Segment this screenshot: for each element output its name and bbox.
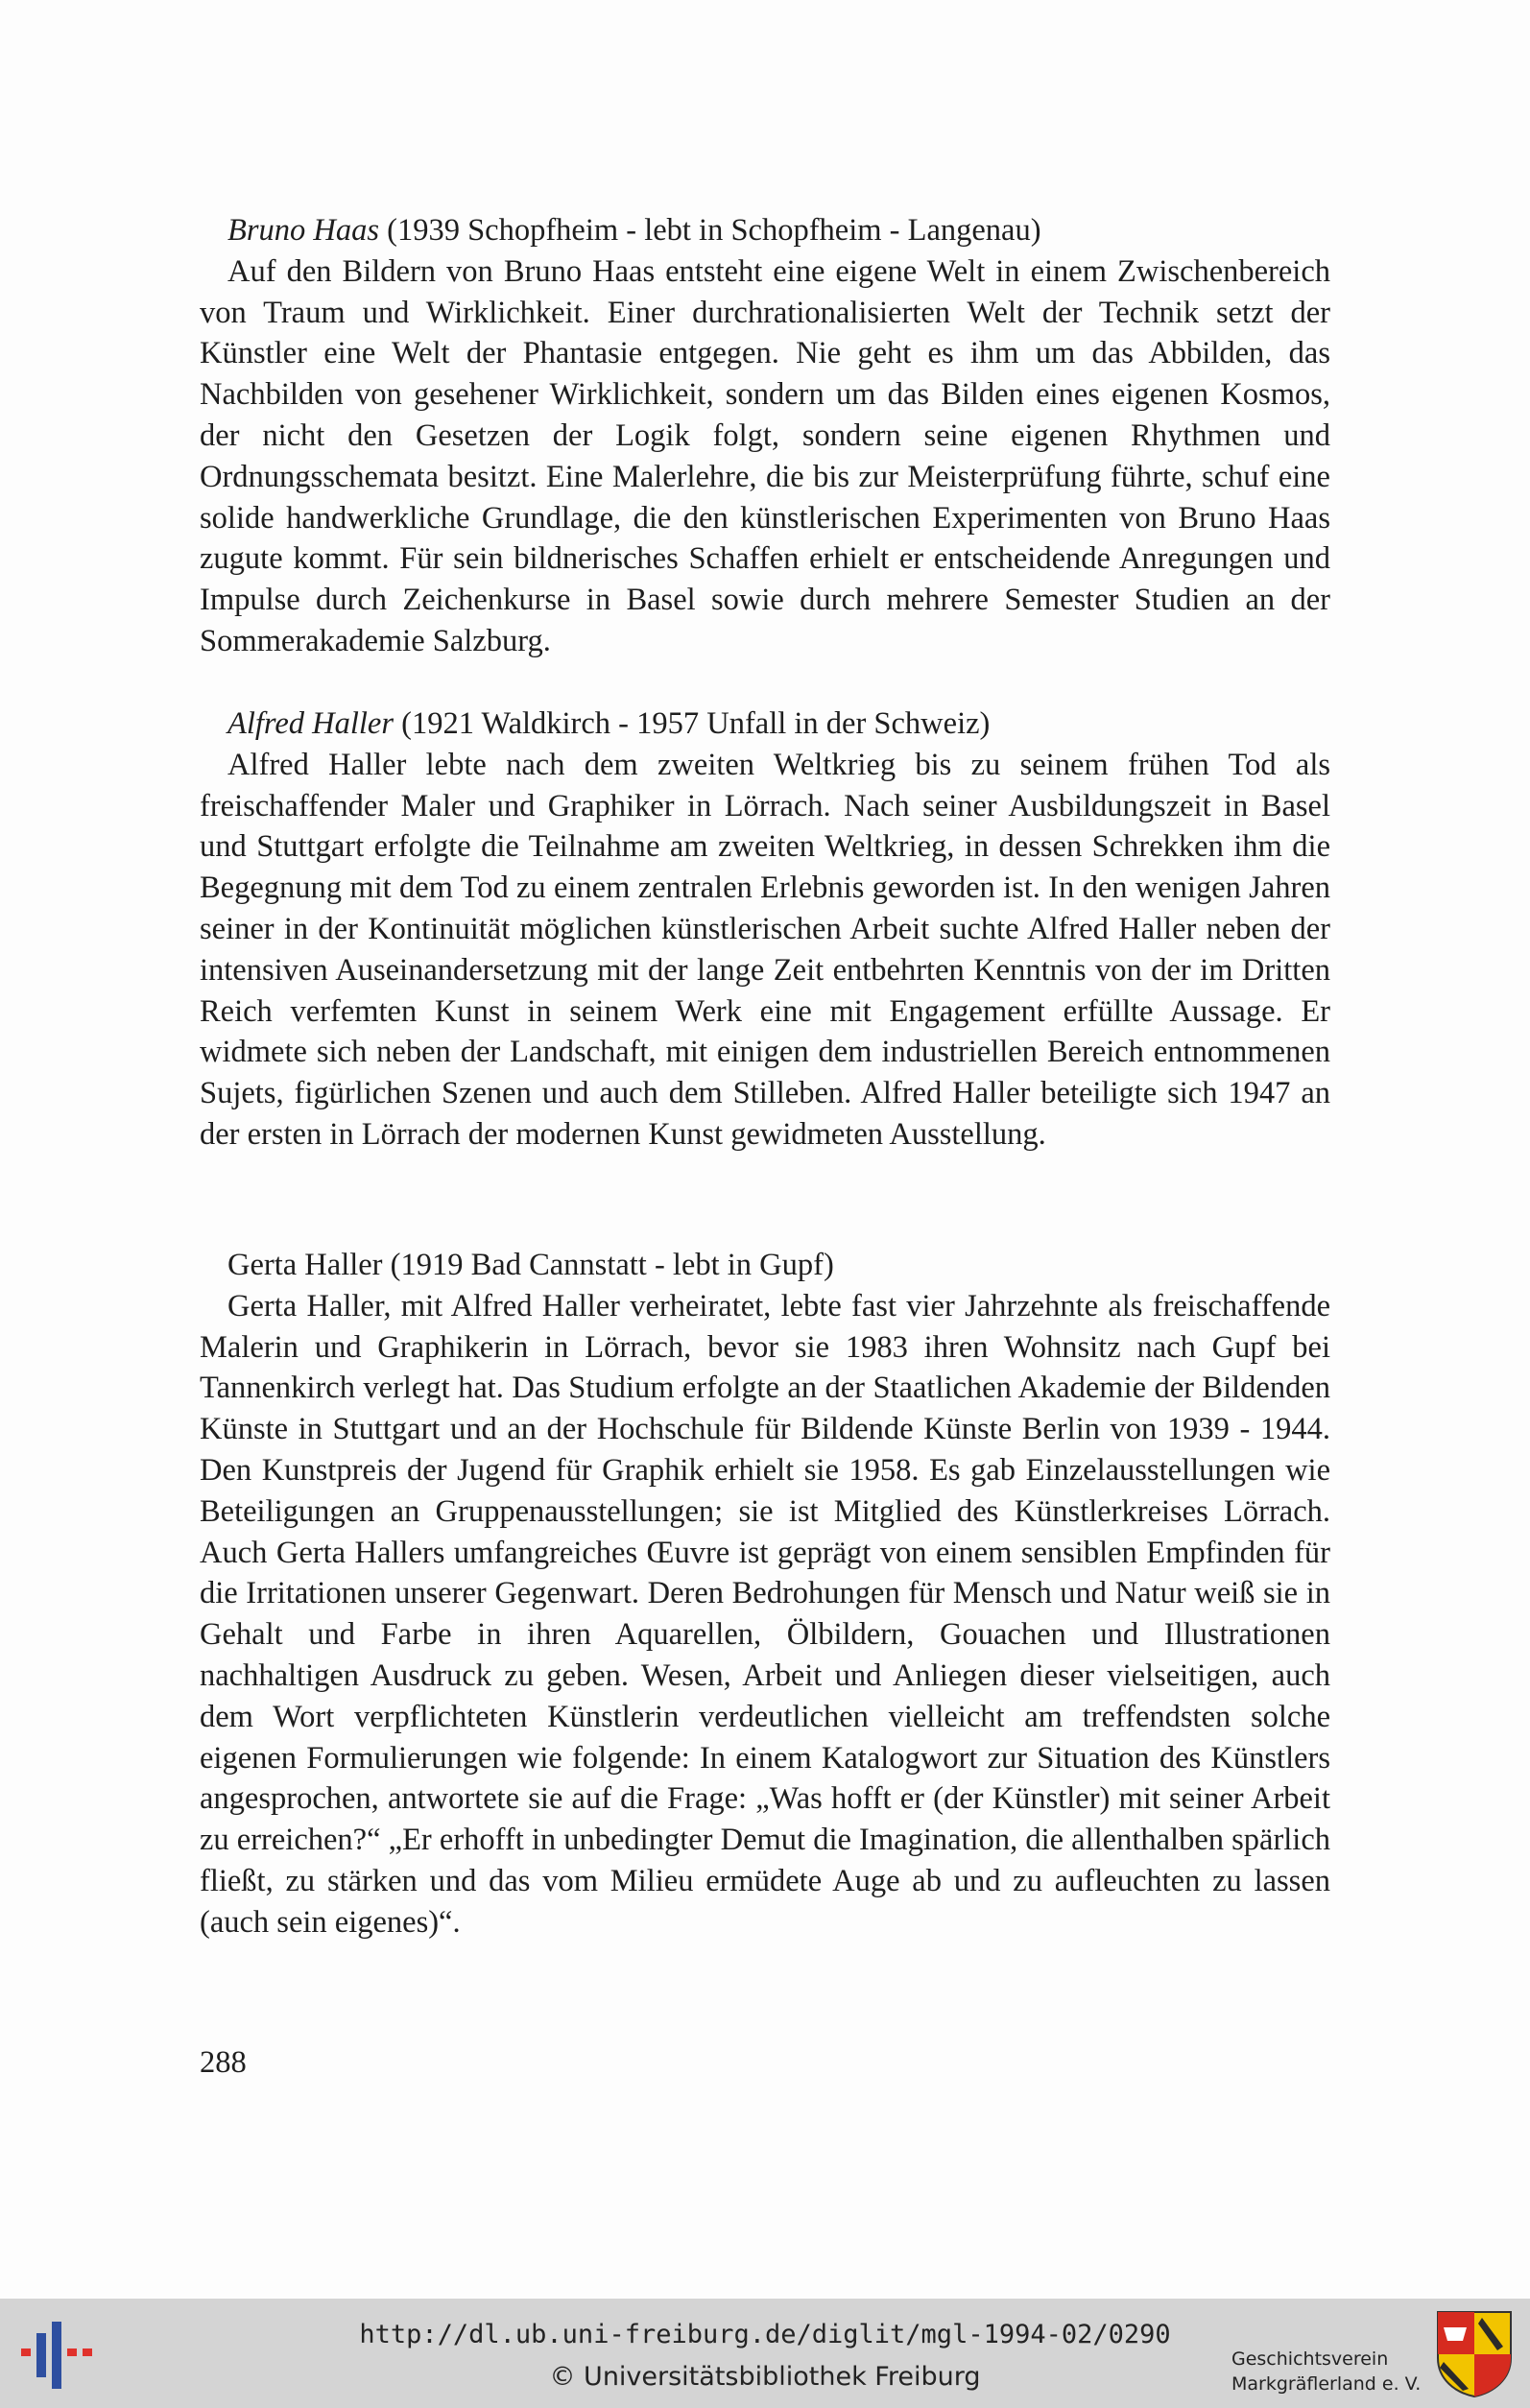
coat-of-arms-icon: [1434, 2308, 1515, 2398]
artist-name: Bruno Haas: [227, 213, 379, 248]
artist-section-gerta-haller: [200, 1245, 1330, 1943]
artist-name: Alfred Haller: [227, 706, 394, 741]
society-name: [1231, 2347, 1421, 2396]
page-number: 288: [200, 2045, 247, 2080]
artist-heading: [200, 703, 1330, 745]
society-name-line: Markgräflerland e. V.: [1231, 2373, 1422, 2395]
document-url-link[interactable]: http://dl.ub.uni-freiburg.de/diglit/mgl-1994-02/0290: [359, 2320, 1171, 2349]
artist-biography: Auf den Bildern von Bruno Haas entsteht eine eigene Welt in einem Zwischenbereich von Traum und Wirklichkeit. Einer durchrationalisierten Welt der Technik setzt der Künstler eine Welt der Phantasie entgegen. Nie geht es ihm um das Abbilden, das Nachbilden von gesehener Wirklichkeit, sondern um das Bilden eines eigenen Kosmos, der nicht den Gesetzen der Logik folgt, sondern seine eigenen Rhythmen und Ordnungsschemata besitzt. Eine Malerlehre, die bis zur Meisterprüfung führte, schuf eine solide handwerkliche Grundlage, die den künstlerischen Experimenten von Bruno Haas zugute kommt. Für sein bildnerisches Schaffen erhielt er entscheidende Anregungen und Impulse durch Zeichenkurse in Basel sowie durch mehrere Semester Studien an der Sommerakademie Salzburg.: [200, 253, 1330, 658]
copyright-notice: © Universitätsbibliothek Freiburg: [549, 2362, 981, 2392]
society-name-line: Geschichtsverein: [1231, 2348, 1389, 2370]
artist-heading: [200, 1245, 1330, 1286]
artist-section-bruno-haas: [200, 210, 1330, 662]
artist-biography: Alfred Haller lebte nach dem zweiten Weltkrieg bis zu seinem frühen Tod als freischaffender Maler und Graphiker in Lörrach. Nach seiner Ausbildungszeit in Basel und Stuttgart erfolgte die Teilnahme am zweiten Weltkrieg, in dessen Schrekken ihm die Begegnung mit dem Tod zu einem zentralen Erlebnis geworden ist. In den wenigen Jahren seiner in der Kontinuität möglichen künstlerischen Arbeit suchte Alfred Haller neben der intensiven Auseinandersetzung mit der lange Zeit entbehrten Kenntnis von der im Dritten Reich verfemten Kunst in seinem Werk eine mit Engagement erfüllte Aussage. Er widmete sich neben der Landschaft, mit einigen dem industriellen Bereich entnommenen Sujets, figürlichen Szenen und auch dem Stilleben. Alfred Haller beteiligte sich 1947 an der ersten in Lörrach der modernen Kunst gewidmeten Ausstellung.: [200, 747, 1330, 1152]
artist-heading: [200, 210, 1330, 251]
artist-dates: (1921 Waldkirch - 1957 Unfall in der Schweiz): [394, 706, 991, 741]
artist-section-alfred-haller: [200, 703, 1330, 1156]
artist-dates: (1919 Bad Cannstatt - lebt in Gupf): [382, 1248, 834, 1282]
footer-bar: [0, 2299, 1530, 2408]
artist-name: Gerta Haller: [227, 1248, 383, 1282]
artist-biography: Gerta Haller, mit Alfred Haller verheiratet, lebte fast vier Jahrzehnte als freischaffende Malerin und Graphikerin in Lörrach, bevor sie 1983 ihren Wohnsitz nach Gupf bei Tannenkirch verlegt hat. Das Studium erfolgte an der Staatlichen Akademie der Bildenden Künste in Stuttgart und an der Hochschule für Bildende Künste Berlin von 1939 - 1944. Den Kunstpreis der Jugend für Graphik erhielt sie 1958. Es gab Einzelausstellungen wie Beteiligungen an Gruppenausstellungen; sie ist Mitglied des Künstlerkreises Lörrach. Auch Gerta Hallers umfangreiches Œuvre ist geprägt von einem sensiblen Empfinden für die Irritationen unserer Gegenwart. Deren Bedrohungen für Mensch und Natur weiß sie in Gehalt und Farbe in ihren Aquarellen, Ölbildern, Gouachen und Illustrationen nachhaltigen Ausdruck zu geben. Wesen, Arbeit und Anliegen dieser vielseitigen, auch dem Wort verpflichteten Künstlerin verdeutlichen vielleicht am treffendsten solche eigenen Formulierungen wie folgende: In einem Katalogwort zur Situation des Künstlers angesprochen, antwortete sie auf die Frage: „Was hofft er (der Künstler) mit seiner Arbeit zu erreichen?“ „Er erhofft in unbedingter Demut die Imagination, die allenthalben spärlich fließt, zu stärken und das vom Milieu ermüdete Auge ab und zu aufleuchten zu lassen (auch sein eigenes)“.: [200, 1288, 1330, 1940]
artist-dates: (1939 Schopfheim - lebt in Schopfheim - Langenau): [379, 213, 1041, 248]
